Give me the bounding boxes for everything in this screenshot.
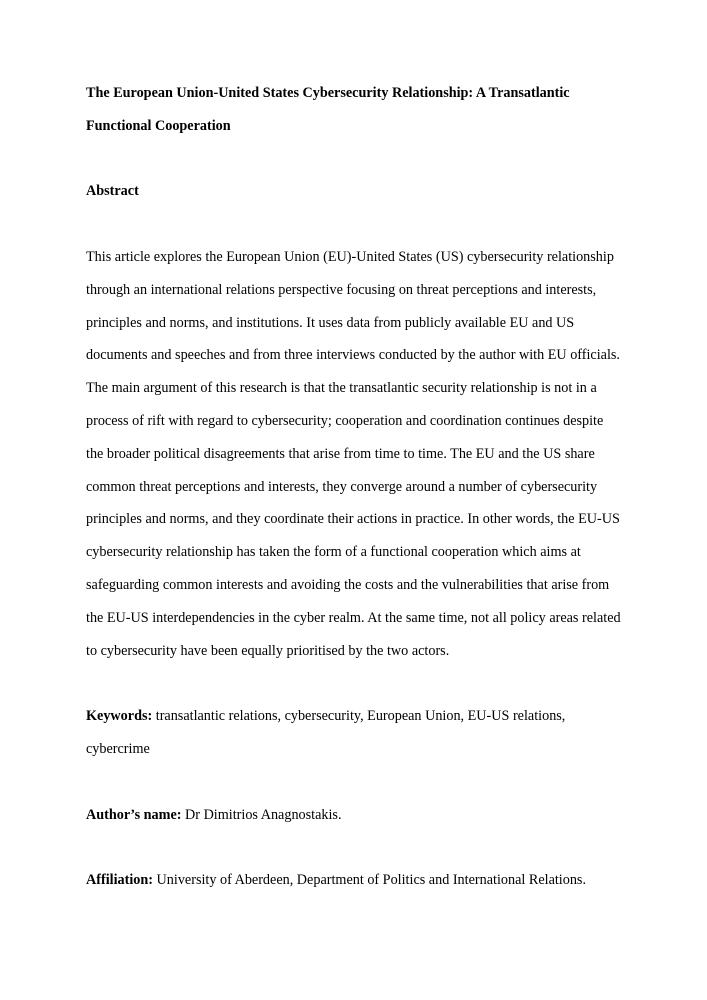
abstract-paragraph: This article explores the European Union (EU)-United States (US) cybersecurity relationship through an international relations perspective focusing on threat perceptions and interests, principles and norms, and institutions. It uses data from publicly available EU and US documents and speeches and from three interviews conducted by the author with EU officials. The main argument of this research is that the transatlantic security relationship is not in a process of rift with regard to cybersecurity; cooperation and coordination continues despite the broader political disagreements that arise from time to time. The EU and the US share common threat perceptions and interests, they converge around a number of cybersecurity principles and norms, and they coordinate their actions in practice. In other words, the EU-US cybersecurity relationship has taken the form of a functional cooperation which aims at safeguarding common interests and avoiding the costs and the vulnerabilities that arise from the EU-US interdependencies in the cyber realm. At the same time, not all policy areas related to cybersecurity have been equally prioritised by the two actors. xyxy=(86,248,621,659)
affiliation-line xyxy=(86,864,622,897)
author-label: Author’s name: xyxy=(86,806,182,823)
affiliation-text: University of Aberdeen, Department of Politics and International Relations. xyxy=(153,872,587,889)
keywords-label: Keywords: xyxy=(86,708,153,725)
abstract-heading: Abstract xyxy=(86,183,139,200)
keywords-text: transatlantic relations, cybersecurity, European Union, EU-US relations, cybercrime xyxy=(86,708,566,757)
author-text: Dr Dimitrios Anagnostakis. xyxy=(181,806,342,823)
affiliation-label: Affiliation: xyxy=(86,872,153,889)
author-line xyxy=(86,799,622,832)
keywords-line xyxy=(86,700,622,766)
paper-title: The European Union-United States Cybersecurity Relationship: A Transatlantic Functional Cooperation xyxy=(86,85,570,134)
